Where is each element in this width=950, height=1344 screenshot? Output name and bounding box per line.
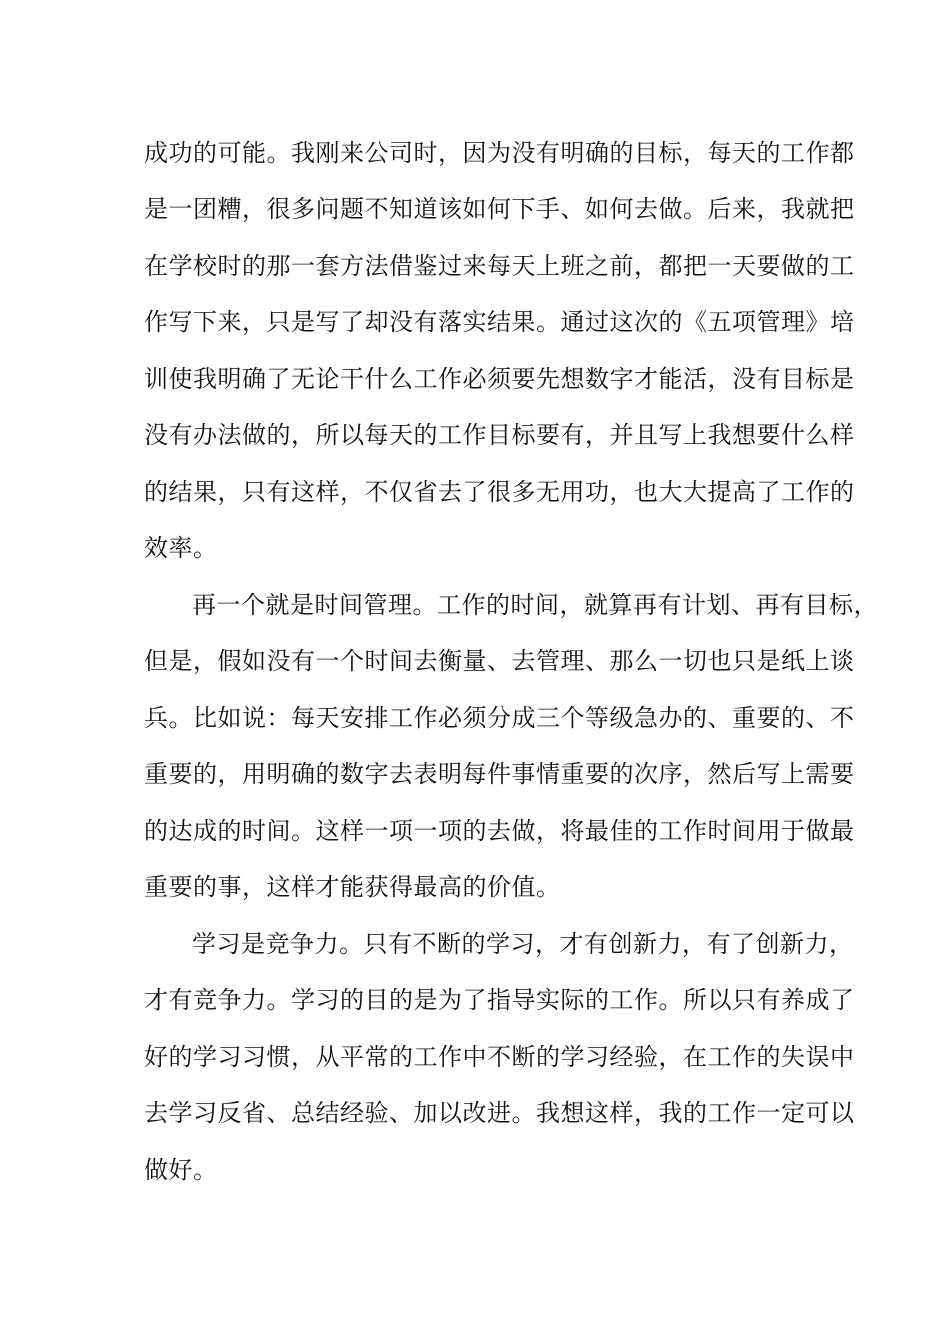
text-line: 兵。比如说：每天安排工作必须分成三个等级急办的、重要的、不 xyxy=(144,704,855,732)
text-line: 做好。 xyxy=(144,1156,218,1184)
text-line: 重要的事，这样才能获得最高的价值。 xyxy=(144,873,561,901)
text-line: 的达成的时间。这样一项一项的去做，将最佳的工作时间用于做最 xyxy=(144,817,855,845)
text-line: 重要的，用明确的数字去表明每件事情重要的次序，然后写上需要 xyxy=(144,760,855,788)
text-line: 的结果，只有这样，不仅省去了很多无用功，也大大提高了工作的 xyxy=(144,478,855,506)
text-line: 成功的可能。我刚来公司时，因为没有明确的目标，每天的工作都 xyxy=(144,139,855,167)
paragraph-start-line: 学习是竞争力。只有不断的学习，才有创新力，有了创新力， xyxy=(192,930,854,958)
text-line: 在学校时的那一套方法借鉴过来每天上班之前，都把一天要做的工 xyxy=(144,252,855,280)
text-line: 是一团糟，很多问题不知道该如何下手、如何去做。后来，我就把 xyxy=(144,195,855,223)
text-line: 没有办法做的，所以每天的工作目标要有，并且写上我想要什么样 xyxy=(144,421,855,449)
paragraph-start-line: 再一个就是时间管理。工作的时间，就算再有计划、再有目标， xyxy=(192,591,878,619)
text-line: 但是，假如没有一个时间去衡量、去管理、那么一切也只是纸上谈 xyxy=(144,647,855,675)
text-line: 作写下来，只是写了却没有落实结果。通过这次的《五项管理》培 xyxy=(144,308,855,336)
text-line: 才有竞争力。学习的目的是为了指导实际的工作。所以只有养成了 xyxy=(144,986,855,1014)
text-line: 训使我明确了无论干什么工作必须要先想数字才能活，没有目标是 xyxy=(144,365,855,393)
text-line: 去学习反省、总结经验、加以改进。我想这样，我的工作一定可以 xyxy=(144,1099,855,1127)
text-line: 好的学习习惯，从平常的工作中不断的学习经验，在工作的失误中 xyxy=(144,1043,855,1071)
text-line: 效率。 xyxy=(144,534,218,562)
